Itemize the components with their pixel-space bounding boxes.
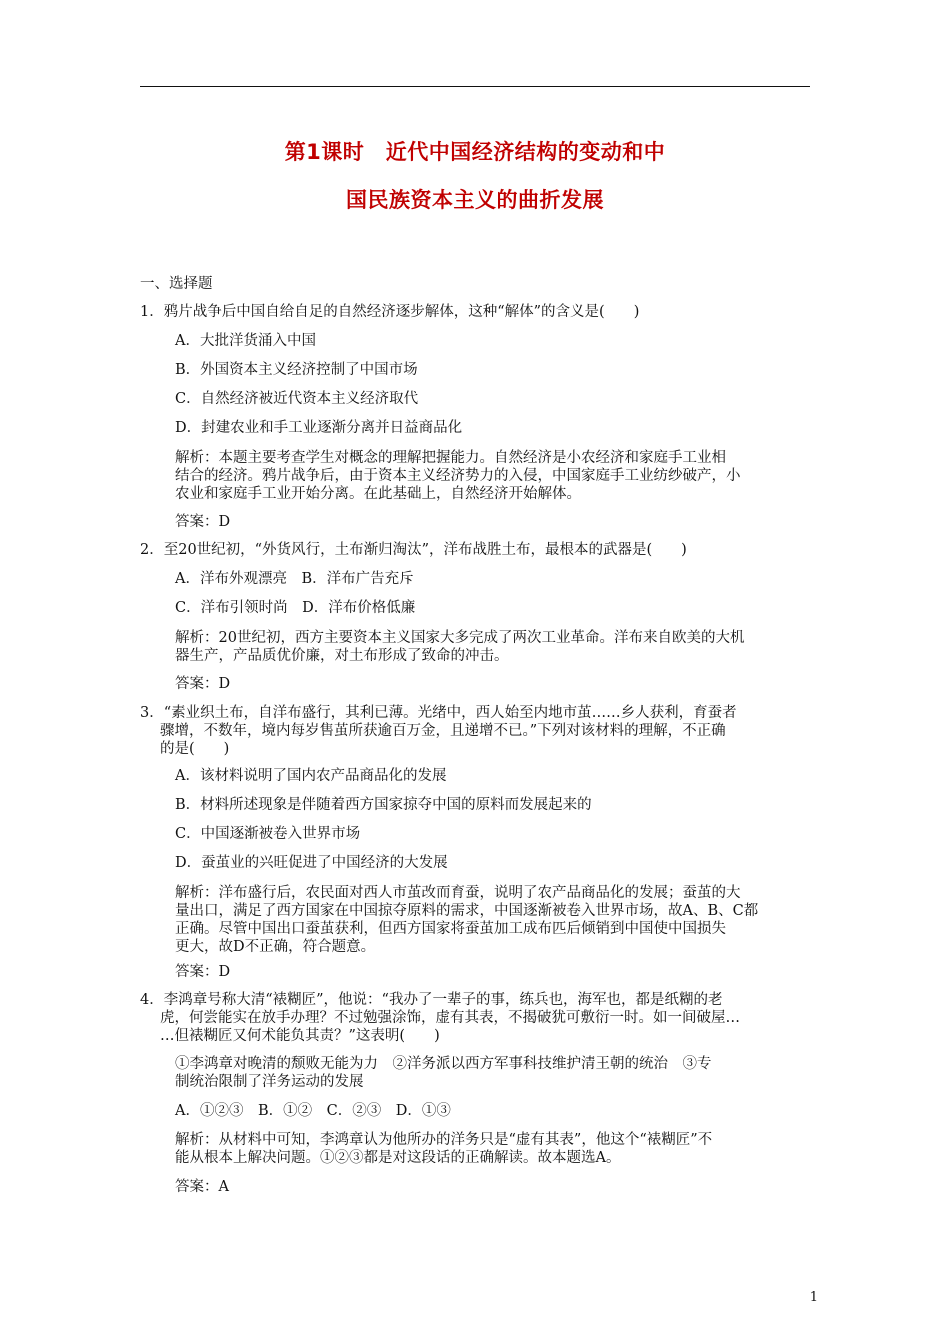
question-4-statements-line: ①李鸿章对晚清的颓败无能为力 ②洋务派以西方军事科技维护清王朝的统治 ③专: [175, 1056, 712, 1072]
question-2-answer: 答案：D: [175, 676, 231, 692]
question-4-analysis-line: 能从根本上解决问题。①②③都是对这段话的正确解读。故本题选A。: [175, 1150, 621, 1166]
question-1-option-c: C．自然经济被近代资本主义经济取代: [175, 391, 419, 407]
question-3-option-c: C．中国逐渐被卷入世界市场: [175, 826, 361, 842]
question-4-stem-line: 虎，何尝能实在放手办理？不过勉强涂饰，虚有其表，不揭破犹可敷衍一时。如一间破屋…: [160, 1010, 740, 1026]
page-title-line-2: 国民族资本主义的曲折发展: [346, 188, 604, 212]
question-3-analysis-line: 更大，故D不正确，符合题意。: [175, 939, 376, 955]
question-2-analysis-line: 器生产，产品质优价廉，对土布形成了致命的冲击。: [175, 648, 509, 664]
section-heading: 一、选择题: [140, 276, 213, 292]
question-3-analysis-line: 正确。尽管中国出口蚕茧获利，但西方国家将蚕茧加工成布匹后倾销到中国使中国损失: [175, 921, 726, 937]
header-rule: [140, 86, 810, 87]
question-3-stem-line: 骤增，不数年，境内每岁售茧所获逾百万金，且递增不已。”下列对该材料的理解，不正确: [160, 723, 726, 739]
question-3-answer: 答案：D: [175, 964, 231, 980]
page-number: 1: [809, 1290, 818, 1305]
question-4-answer: 答案：A: [175, 1179, 229, 1195]
question-1-stem: 1．鸦片战争后中国自给自足的自然经济逐步解体，这种“解体”的含义是( ): [140, 304, 640, 320]
question-3-analysis-line: 解析：洋布盛行后，农民面对西人市茧改而育蚕，说明了农产品商品化的发展；蚕茧的大: [175, 885, 741, 901]
question-1-answer: 答案：D: [175, 514, 231, 530]
question-4-options: A．①②③ B．①② C．②③ D．①③: [175, 1103, 451, 1119]
question-1-option-a: A．大批洋货涌入中国: [175, 333, 316, 349]
question-3-option-a: A．该材料说明了国内农产品商品化的发展: [175, 768, 447, 784]
question-2-options-row-2: C．洋布引领时尚 D．洋布价格低廉: [175, 600, 416, 616]
question-4-stem-line: …但裱糊匠又何术能负其责？”这表明( ): [160, 1028, 440, 1044]
question-2-analysis-line: 解析：20世纪初，西方主要资本主义国家大多完成了两次工业革命。洋布来自欧美的大机: [175, 630, 745, 646]
question-2-options-row-1: A．洋布外观漂亮 B．洋布广告充斥: [175, 571, 414, 587]
question-3-stem-line: 3．“素业织土布，自洋布盛行，其利已薄。光绪中，西人始至内地市茧……乡人获利，育蚕者: [140, 705, 737, 721]
question-3-option-d: D．蚕茧业的兴旺促进了中国经济的大发展: [175, 855, 448, 871]
question-3-option-b: B．材料所述现象是伴随着西方国家掠夺中国的原料而发展起来的: [175, 797, 592, 813]
question-1-analysis-line: 结合的经济。鸦片战争后，由于资本主义经济势力的入侵，中国家庭手工业纺纱破产，小: [175, 468, 741, 484]
question-1-analysis-line: 农业和家庭手工业开始分离。在此基础上，自然经济开始解体。: [175, 486, 581, 502]
question-2-stem: 2．至20世纪初，“外货风行，土布渐归淘汰”，洋布战胜土布，最根本的武器是( ): [140, 542, 687, 558]
question-3-stem-line: 的是( ): [160, 741, 230, 757]
question-1-option-b: B．外国资本主义经济控制了中国市场: [175, 362, 418, 378]
question-4-analysis-line: 解析：从材料中可知，李鸿章认为他所办的洋务只是“虚有其表”，他这个“裱糊匠”不: [175, 1132, 713, 1148]
question-1-option-d: D．封建农业和手工业逐渐分离并日益商品化: [175, 420, 463, 436]
question-1-analysis-line: 解析：本题主要考查学生对概念的理解把握能力。自然经济是小农经济和家庭手工业相: [175, 450, 726, 466]
question-4-stem-line: 4．李鸿章号称大清“裱糊匠”，他说：“我办了一辈子的事，练兵也，海军也，都是纸糊的老: [140, 992, 723, 1008]
question-3-analysis-line: 量出口，满足了西方国家在中国掠夺原料的需求，中国逐渐被卷入世界市场，故A、B、C都: [175, 903, 759, 919]
page-title-line-1: 第1课时 近代中国经济结构的变动和中: [284, 140, 666, 164]
question-4-statements-line: 制统治限制了洋务运动的发展: [175, 1074, 364, 1090]
